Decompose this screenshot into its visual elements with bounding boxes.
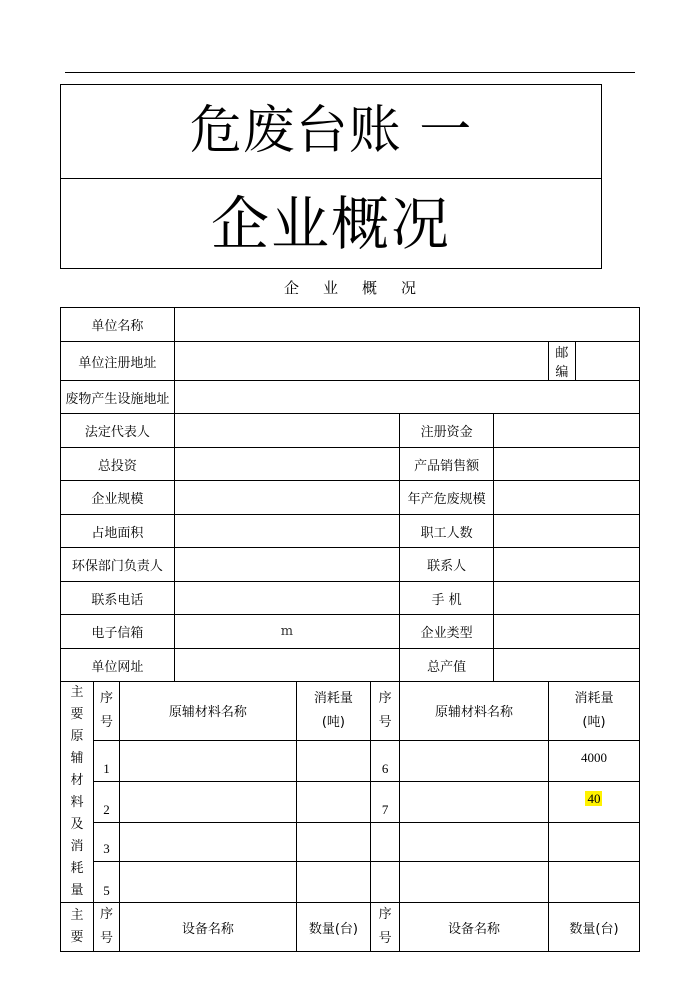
label-staff-count: 职工人数: [400, 515, 494, 548]
field-legal-rep[interactable]: [174, 414, 399, 448]
label-legal-rep: 法定代表人: [61, 414, 175, 448]
equipment-quantity-header-right: 数量(台): [548, 903, 639, 952]
material-seq: 7: [371, 781, 400, 822]
label-char: 料: [70, 795, 84, 810]
material-name-cell[interactable]: [119, 781, 296, 822]
equipment-name-header-left: 设备名称: [119, 903, 296, 952]
material-name-cell[interactable]: [400, 740, 549, 781]
label-reg-capital: 注册资金: [400, 414, 494, 448]
label-mobile: 手 机: [400, 582, 494, 615]
field-email[interactable]: m: [174, 615, 399, 649]
label-land-area: 占地面积: [61, 515, 175, 548]
label-postcode: 邮编: [548, 342, 575, 381]
material-seq: [371, 822, 400, 862]
material-consumption-cell[interactable]: 4000: [548, 740, 639, 781]
field-scale[interactable]: [174, 481, 399, 515]
field-staff-count[interactable]: [494, 515, 640, 548]
material-seq: 3: [94, 822, 120, 862]
header-char: 号: [99, 714, 113, 730]
header-char: 序: [378, 690, 392, 706]
field-env-manager[interactable]: [174, 548, 399, 582]
label-contact: 联系人: [400, 548, 494, 582]
field-postcode[interactable]: [575, 342, 639, 381]
materials-seq-header-left: [94, 682, 120, 741]
label-char: 及: [70, 817, 84, 832]
field-reg-capital[interactable]: [494, 414, 640, 448]
header-line: (吨): [582, 714, 606, 730]
material-consumption-cell[interactable]: [296, 822, 370, 862]
label-company-type: 企业类型: [400, 615, 494, 649]
field-output-value[interactable]: [494, 649, 640, 682]
label-char: 主: [70, 908, 84, 923]
label-char: 耗: [70, 861, 84, 876]
label-char: 要: [70, 707, 84, 722]
label-scale: 企业规模: [61, 481, 175, 515]
material-seq: 6: [371, 740, 400, 781]
title-box: [60, 84, 602, 269]
label-char: 量: [70, 883, 84, 898]
equipment-seq-header-left: [94, 903, 120, 952]
field-phone[interactable]: [174, 582, 399, 615]
material-name-cell[interactable]: [119, 862, 296, 903]
label-waste-site: 废物产生设施地址: [61, 381, 175, 414]
header-char: 序: [378, 907, 392, 922]
equipment-name-header-right: 设备名称: [400, 903, 549, 952]
header-line: (吨): [321, 714, 346, 730]
label-char: 原: [70, 729, 84, 744]
material-name-cell[interactable]: [400, 822, 549, 862]
header-line: 消耗量: [313, 690, 353, 706]
label-reg-address: 单位注册地址: [61, 342, 175, 381]
field-total-investment[interactable]: [174, 448, 399, 481]
label-char: 要: [70, 930, 84, 945]
label-annual-hazwaste: 年产危废规模: [400, 481, 494, 515]
material-consumption-cell[interactable]: [548, 862, 639, 903]
highlighted-value: 40: [587, 790, 601, 806]
materials-consumption-header-left: [296, 682, 370, 741]
material-consumption-cell[interactable]: [296, 740, 370, 781]
field-company-type[interactable]: [494, 615, 640, 649]
label-char: 材: [70, 773, 84, 788]
label-sales: 产品销售额: [400, 448, 494, 481]
materials-section-label: [61, 682, 94, 903]
materials-name-header-left: 原辅材料名称: [119, 682, 296, 741]
label-website: 单位网址: [61, 649, 175, 682]
label-output-value: 总产值: [400, 649, 494, 682]
material-name-cell[interactable]: [119, 822, 296, 862]
material-name-cell[interactable]: [119, 740, 296, 781]
header-line: 消耗量: [574, 690, 614, 706]
field-annual-hazwaste[interactable]: [494, 481, 640, 515]
material-seq: [371, 862, 400, 903]
field-waste-site[interactable]: [174, 381, 639, 414]
field-land-area[interactable]: [174, 515, 399, 548]
title-line-2: 企业概况: [210, 190, 451, 258]
header-char: 序: [99, 690, 113, 706]
material-consumption-cell[interactable]: [296, 781, 370, 822]
field-contact[interactable]: [494, 548, 640, 582]
label-unit-name: 单位名称: [61, 308, 175, 342]
field-website[interactable]: [174, 649, 399, 682]
header-char: 号: [99, 931, 113, 946]
materials-name-header-right: 原辅材料名称: [400, 682, 549, 741]
field-reg-address[interactable]: [174, 342, 548, 381]
equipment-section-label: [61, 903, 94, 952]
label-email: 电子信箱: [61, 615, 175, 649]
title-line-1: 危废台账 一: [61, 85, 601, 179]
materials-consumption-header-right: [548, 682, 639, 741]
field-sales[interactable]: [494, 448, 640, 481]
company-overview-table: [60, 307, 640, 952]
label-char: 辅: [70, 751, 84, 766]
label-env-manager: 环保部门负责人: [61, 548, 175, 582]
equipment-seq-header-right: [371, 903, 400, 952]
field-mobile[interactable]: [494, 582, 640, 615]
field-unit-name[interactable]: [174, 308, 639, 342]
header-char: 号: [378, 714, 392, 730]
material-seq: 1: [94, 740, 120, 781]
material-consumption-cell[interactable]: [548, 822, 639, 862]
section-subtitle: 企业概况: [283, 279, 440, 297]
material-seq: 2: [94, 781, 120, 822]
material-consumption-cell[interactable]: [296, 862, 370, 903]
label-char: 消: [70, 839, 84, 854]
header-char: 号: [378, 931, 392, 946]
material-consumption-cell[interactable]: [548, 781, 639, 822]
material-name-cell[interactable]: [400, 862, 549, 903]
top-rule: [65, 72, 635, 73]
label-total-investment: 总投资: [61, 448, 175, 481]
material-seq: 5: [94, 862, 120, 903]
label-phone: 联系电话: [61, 582, 175, 615]
materials-seq-header-right: [371, 682, 400, 741]
material-name-cell[interactable]: [400, 781, 549, 822]
label-char: 主: [70, 685, 84, 700]
equipment-quantity-header-left: 数量(台): [296, 903, 370, 952]
header-char: 序: [99, 907, 113, 922]
